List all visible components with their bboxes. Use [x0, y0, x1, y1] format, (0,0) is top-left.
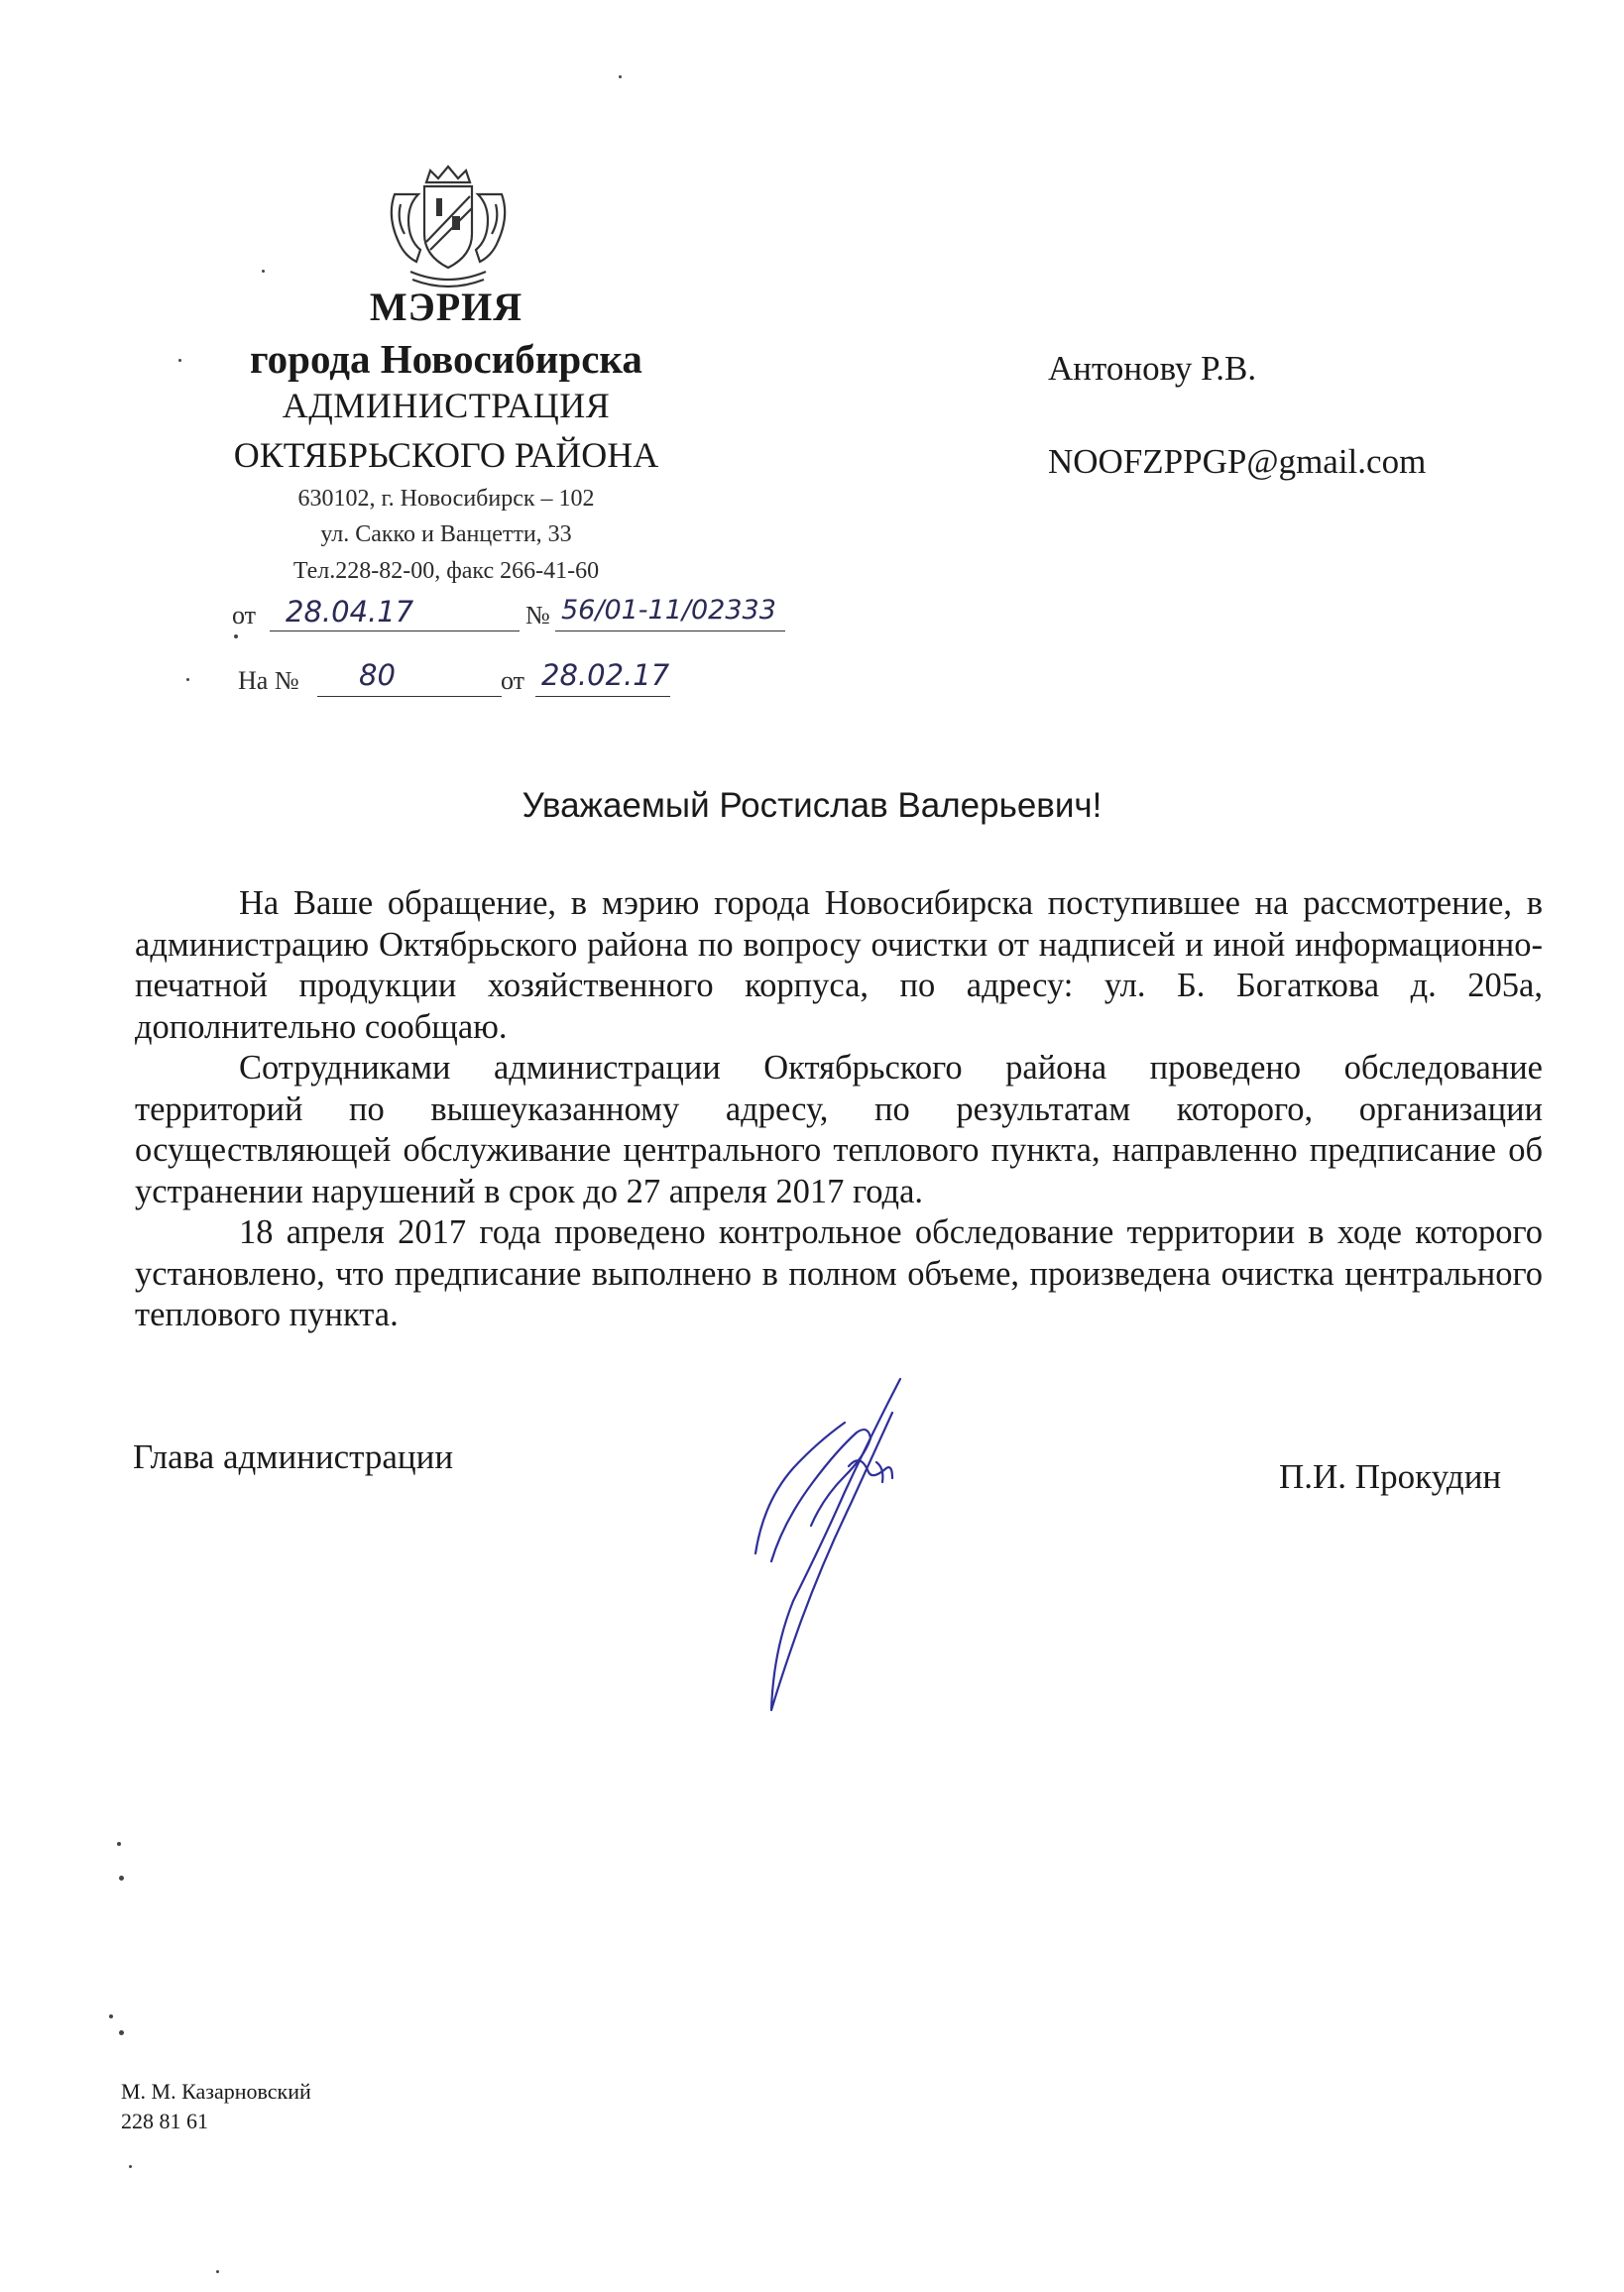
executor-phone: 228 81 61	[121, 2109, 208, 2133]
administration-title: АДМИНИСТРАЦИЯ	[282, 386, 611, 425]
reg-number-underline	[555, 630, 785, 631]
mayoralty-title: МЭРИЯ	[369, 285, 523, 329]
city-title: города Новосибирска	[250, 336, 642, 382]
reply-from-label: от	[501, 666, 525, 695]
scan-speck	[119, 2030, 124, 2035]
district-title: ОКТЯБРЬСКОГО РАЙОНА	[233, 435, 659, 475]
scan-speck	[234, 634, 238, 638]
reply-number-label: На №	[238, 666, 299, 695]
reg-number-label: №	[525, 601, 550, 630]
reg-date-underline	[270, 630, 520, 631]
reply-number-underline	[317, 696, 502, 697]
reply-date-underline	[535, 696, 670, 697]
address-postal: 630102, г. Новосибирск – 102	[297, 486, 595, 512]
letter-body	[135, 883, 1543, 1336]
paragraph: Сотрудниками администрации Октябрьского района проведено обследование территорий по вышеуказанному адресу, по результатам которого, организации осуществляющей обслуживание центрального теплового пункта, направленно предписание об устранении нарушений в срок до 27 апреля 2017 года.	[135, 1049, 1543, 1210]
scan-speck	[178, 359, 181, 362]
paragraph: 18 апреля 2017 года проведено контрольное обследование территории в ходе которого установлено, что предписание выполнено в полном объеме, произведена очистка центрального теплового пункта.	[135, 1213, 1543, 1333]
scan-speck	[186, 678, 189, 681]
scan-speck	[119, 1876, 124, 1881]
recipient-email: NOOFZPPGP@gmail.com	[1048, 442, 1427, 481]
recipient-name: Антонову Р.В.	[1048, 349, 1257, 388]
coat-of-arms-icon	[383, 165, 514, 291]
reg-date: 28.04.17	[286, 595, 414, 629]
scan-speck	[619, 75, 622, 78]
reg-number: 56/01-11/02333	[561, 595, 776, 626]
address-street: ул. Сакко и Ванцетти, 33	[320, 521, 572, 547]
scan-speck	[262, 270, 265, 273]
reg-from-label: от	[232, 601, 257, 630]
paragraph: На Ваше обращение, в мэрию города Новосибирска поступившее на рассмотрение, в администрацию Октябрьского района по вопросу очистки от надписей и иной информационно-печатной продукции хозяйственного корпуса, по адресу: ул. Б. Богаткова д. 205а, дополнительно сообщаю.	[135, 884, 1543, 1046]
executor-name: М. М. Казарновский	[121, 2079, 311, 2104]
signatory-name: П.И. Прокудин	[1279, 1457, 1502, 1496]
scan-speck	[109, 2014, 113, 2018]
scan-speck	[129, 2165, 132, 2168]
reply-date: 28.02.17	[541, 658, 670, 692]
salutation: Уважаемый Ростислав Валерьевич!	[522, 786, 1102, 825]
signatory-title: Глава администрации	[133, 1437, 454, 1476]
scan-speck	[117, 1842, 121, 1846]
reply-number: 80	[359, 658, 396, 692]
address-phone-fax: Тел.228-82-00, факс 266-41-60	[292, 558, 600, 584]
scan-speck	[216, 2270, 219, 2273]
handwritten-signature-icon	[754, 1373, 912, 1720]
